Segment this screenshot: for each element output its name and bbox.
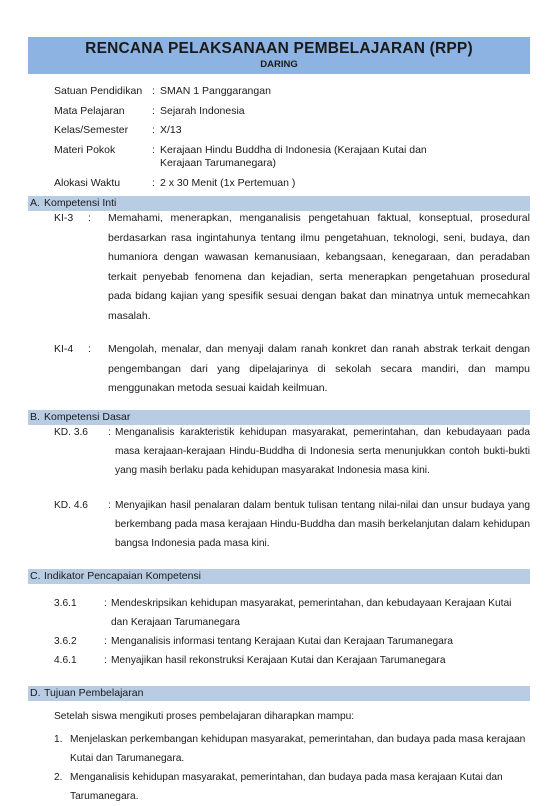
kd-code: KD. 3.6 [54,426,88,438]
info-row-kelas: Kelas/Semester : X/13 [54,124,182,136]
ki-item: KI-3 : Memahami, menerapkan, menganalisis pengetahuan faktual, konseptual, prosedural berdasarkan rasa ingintahunya tentang ilmu pengetahuan, teknologi, seni, budaya, dan humaniora dengan wawasan kemanusiaan, kebangsaan, kenegaraan, dan peradaban terkait penyebab fenomena dan kejadian, serta menerapkan pengetahuan prosedural pada bidang kajian yang spesifik sesuai dengan bakat dan minatnya untuk memecahkan masalah. [28,209,530,326]
info-label: Kelas/Semester [54,124,129,136]
section-title: Indikator Pencapaian Kompetensi [44,569,202,582]
tujuan-number: 1. [54,733,63,745]
kd-item: KD. 4.6 : Menyajikan hasil penalaran dalam bentuk tulisan tentang nilai-nilai dan unsur budaya yang berkembang pada masa kerajaan Hindu-Buddha dan masih berkelanjutan dalam kehidupan bangsa Indonesia pada masa kini. [28,496,530,553]
ki-text: Memahami, menerapkan, menganalisis pengetahuan faktual, konseptual, prosedural berdasarkan rasa ingintahunya tentang ilmu pengetahuan, teknologi, seni, budaya, dan humaniora dengan wawasan kemanusiaan, kebangsaan, kenegaraan, dan peradaban terkait penyebab fenomena dan kejadian, serta menerapkan pengetahuan prosedural pada bidang kajian yang spesifik sesuai dengan bakat dan minatnya untuk memecahkan masalah. [108,212,530,322]
info-label: Alokasi Waktu [54,176,121,189]
ipk-text: Menyajikan hasil rekonstruksi Kerajaan Kutai dan Kerajaan Tarumanegara [111,654,446,666]
document-subtitle: DARING [260,59,298,70]
tujuan-text: Menjelaskan perkembangan kehidupan masyarakat, pemerintahan, dan budaya pada masa kerajaan Kutai dan Tarumanegara. [70,733,526,764]
ipk-code: 3.6.2 [54,635,77,647]
rpp-document [28,37,530,806]
section-c-header [28,569,530,584]
tujuan-item [28,730,530,768]
title-bar [28,37,530,74]
identity-block [28,85,530,190]
section-title: Kompetensi Inti [44,197,117,209]
ipk-text: Menganalisis informasi tentang Kerajaan Kutai dan Kerajaan Tarumanegara [111,635,453,647]
info-value: X/13 [160,124,182,136]
section-d-header [28,686,530,701]
section-title: Kompetensi Dasar [44,410,131,423]
info-row-alokasi: Alokasi Waktu : 2 x 30 Menit (1x Pertemuan ) [54,176,296,189]
section-title: Tujuan Pembelajaran [44,686,144,699]
kd-item: KD. 3.6 : Menganalisis karakteristik kehidupan masyarakat, pemerintahan, dan kebudayaan pada masa kerajaan-kerajaan Hindu-Buddha di Indonesia serta menunjukkan contoh bukti-bukti yang masih berlaku pada kehidupan masyarakat Indonesia masa kini. [28,423,530,480]
ipk-item: 4.6.1 : Menyajikan hasil rekonstruksi Kerajaan Kutai dan Kerajaan Tarumanegara [28,651,530,670]
document-title: RENCANA PELAKSANAAN PEMBELAJARAN (RPP) [85,40,473,57]
kd-code: KD. 4.6 [54,499,88,511]
kd-text: Menganalisis karakteristik kehidupan masyarakat, pemerintahan, dan kebudayaan pada masa kerajaan-kerajaan Hindu-Buddha di Indonesia serta menunjukkan contoh bukti-bukti yang masih berlaku pada kehidupan masyarakat Indonesia masa kini. [115,426,530,476]
ipk-text: Mendeskripsikan kehidupan masyarakat, pemerintahan, dan kebudayaan Kerajaan Kutai dan Kerajaan Tarumanegara [111,597,512,628]
info-row-mapel: Mata Pelajaran : Sejarah Indonesia [54,104,245,117]
ipk-code: 4.6.1 [54,654,77,666]
tujuan-text: Menganalisis kehidupan masyarakat, pemerintahan, dan budaya pada masa kerajaan Kutai dan Tarumanegara. [70,771,503,802]
ipk-item: 3.6.1 : Mendeskripsikan kehidupan masyarakat, pemerintahan, dan kebudayaan Kerajaan Kutai dan Kerajaan Tarumanegara [28,594,530,632]
ki-text: Mengolah, menalar, dan menyaji dalam ranah konkret dan ranah abstrak terkait dengan pengembangan dari yang dipelajarinya di sekolah secara mandiri, dan mampu menggunakan metoda sesuai kaidah keilmuan. [108,343,530,394]
section-letter: A. [30,197,40,209]
tujuan-intro: Setelah siswa mengikuti proses pembelajaran diharapkan mampu: [54,710,355,722]
info-label: Satuan Pendidikan [54,85,143,97]
tujuan-number: 2. [54,771,63,783]
info-value: Kerajaan Hindu Buddha di Indonesia (Kerajaan Kutai dan Kerajaan Tarumanegara) [160,143,427,169]
info-label: Mata Pelajaran [54,104,125,117]
info-value: Sejarah Indonesia [160,104,245,117]
tujuan-item [28,768,530,806]
kd-text: Menyajikan hasil penalaran dalam bentuk tulisan tentang nilai-nilai dan unsur budaya yang berkembang pada masa kerajaan Hindu-Buddha dan masih berkelanjutan dalam kehidupan bangsa Indonesia pada masa kini. [115,499,530,549]
info-row-materi: Materi Pokok : Kerajaan Hindu Buddha di Indonesia (Kerajaan Kutai dan Kerajaan Tarumanegara) [54,144,530,171]
ki-item: KI-4 : Mengolah, menalar, dan menyaji dalam ranah konkret dan ranah abstrak terkait dengan pengembangan dari yang dipelajarinya di sekolah secara mandiri, dan mampu menggunakan metoda sesuai kaidah keilmuan. [28,340,530,399]
section-letter: B. [30,410,40,423]
ipk-item: 3.6.2 : Menganalisis informasi tentang Kerajaan Kutai dan Kerajaan Tarumanegara [28,632,530,651]
ki-code: KI-3 [54,212,74,224]
section-letter: D. [30,686,41,699]
info-row-satuan: Satuan Pendidikan : SMAN 1 Panggarangan [54,85,271,97]
section-letter: C. [30,569,41,582]
info-value: 2 x 30 Menit (1x Pertemuan ) [160,176,296,189]
info-value: SMAN 1 Panggarangan [160,85,271,97]
ipk-code: 3.6.1 [54,597,77,609]
info-label: Materi Pokok [54,143,116,156]
ki-code: KI-4 [54,343,74,355]
